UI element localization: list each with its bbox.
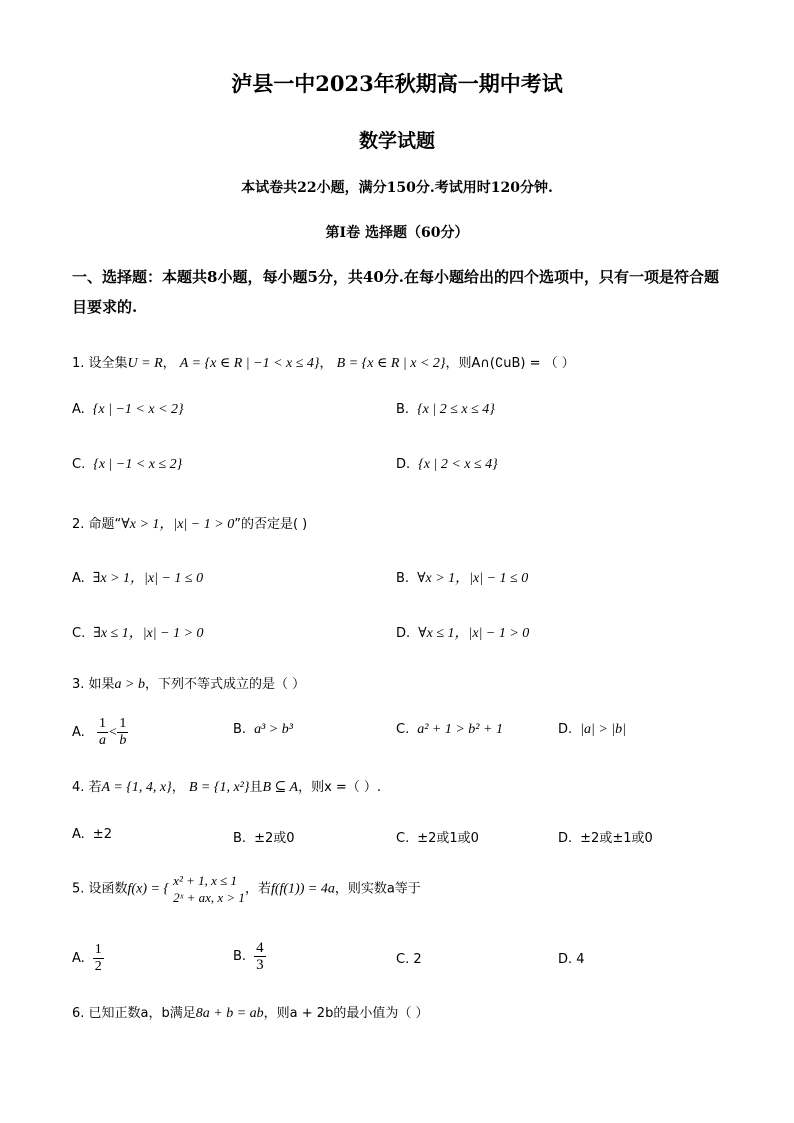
q2-suffix: ”的否定是( ) — [234, 517, 308, 532]
q1-prefix: 1. 设全集 — [72, 356, 128, 371]
q3-suffix: ，下列不等式成立的是（ ） — [145, 677, 306, 692]
question-6 — [72, 1002, 428, 1022]
q6-prefix: 6. 已知正数a，b满足 — [72, 1006, 196, 1021]
q1-option-d: D. {x | 2 < x ≤ 4} — [396, 457, 498, 472]
q2-prefix: 2. 命题“ — [72, 517, 122, 532]
q2-option-a: A. ∃x > 1，|x| − 1 ≤ 0 — [72, 571, 204, 586]
q3-option-d: D. |a| > |b| — [558, 722, 626, 737]
q3-option-c: C. a² + 1 > b² + 1 — [396, 722, 503, 737]
q5-mid: ，若 — [244, 881, 271, 897]
q3-condition: a > b — [114, 677, 145, 692]
exam-title: 泸县一中2023年秋期高一期中考试 — [231, 71, 563, 96]
q5-piecewise: x² + 1, x ≤ 1 2ˣ + ax, x > 1 — [173, 873, 245, 905]
q1-option-b: B. {x | 2 ≤ x ≤ 4} — [396, 402, 495, 417]
section-heading: 一、选择题：本题共8小题，每小题5分，共40分.在每小题给出的四个选项中，只有一项是符合题目要求的. — [72, 268, 719, 316]
q4-set-b: B = {1, x²} — [188, 780, 250, 795]
q6-condition: 8a + b = ab — [195, 1006, 264, 1021]
q5-option-b: B. $\frac{4}{3}$ — [233, 940, 264, 973]
q4-relation: B ⊆ A — [262, 780, 299, 795]
exam-note: 本试卷共22小题，满分150分.考试用时120分钟. — [241, 180, 553, 196]
q5-option-d: D. 4 — [558, 952, 585, 967]
q2-option-c: C. ∃x ≤ 1，|x| − 1 > 0 — [72, 626, 204, 641]
q5-condition: f(f(1)) = 4a — [270, 881, 335, 897]
q1-ask: ，则A∩(∁uB) = （ ） — [445, 356, 575, 371]
q1-option-a: A. {x | −1 < x < 2} — [72, 402, 184, 417]
q2-option-b: B. ∀x > 1，|x| − 1 ≤ 0 — [396, 571, 529, 586]
q1-universe: U = R — [127, 356, 163, 371]
q4-option-c: C. ±2或1或0 — [396, 831, 479, 846]
q4-prefix: 4. 若 — [72, 780, 102, 795]
q4-option-a: A. ±2 — [72, 827, 112, 842]
q2-expression: ∀x > 1，|x| − 1 > 0 — [121, 517, 235, 532]
q6-suffix: ，则a + 2b的最小值为（ ） — [263, 1006, 429, 1021]
q5-suffix: ，则实数a等于 — [334, 881, 421, 897]
q5-prefix: 5. 设函数 — [72, 881, 128, 897]
q5-option-a: A. $\frac{1}{2}$ — [72, 942, 102, 974]
q3-option-a: A. $\frac{1}{a}$ < $\frac{1}{b}$ — [72, 716, 127, 748]
exam-subtitle: 数学试题 — [358, 130, 435, 152]
q4-mid: 且 — [249, 780, 263, 795]
question-5 — [72, 872, 421, 906]
q5-function: f(x) = { — [127, 881, 170, 897]
question-3 — [72, 673, 305, 693]
q1-set-b: B = {x ∈ R | x < 2} — [336, 356, 446, 371]
q5-option-c: C. 2 — [396, 952, 422, 967]
q1-set-a: A = {x ∈ R | −1 < x ≤ 4} — [179, 356, 320, 371]
q4-suffix: ，则x =（ ）. — [298, 780, 382, 795]
question-2 — [72, 513, 307, 533]
q4-set-a: A = {1, 4, x} — [101, 780, 172, 795]
question-4: 4. 若A = {1, 4, x}， B = {1, x²}且B ⊆ A，则x =（ ）. — [72, 780, 382, 795]
q3-prefix: 3. 如果 — [72, 677, 115, 692]
q2-option-d: D. ∀x ≤ 1，|x| − 1 > 0 — [396, 626, 530, 641]
q4-option-d: D. ±2或±1或0 — [558, 831, 653, 846]
part-heading: 第I卷 选择题（60分） — [325, 225, 469, 241]
question-1: 1. 设全集U = R， A = {x ∈ R | −1 < x ≤ 4}， B = {x ∈ R | x < 2}，则A∩(∁uB) = （ ） — [72, 356, 575, 371]
q3-option-b: B. a³ > b³ — [233, 722, 293, 737]
q4-option-b: B. ±2或0 — [233, 831, 295, 846]
q1-option-c: C. {x | −1 < x ≤ 2} — [72, 457, 183, 472]
